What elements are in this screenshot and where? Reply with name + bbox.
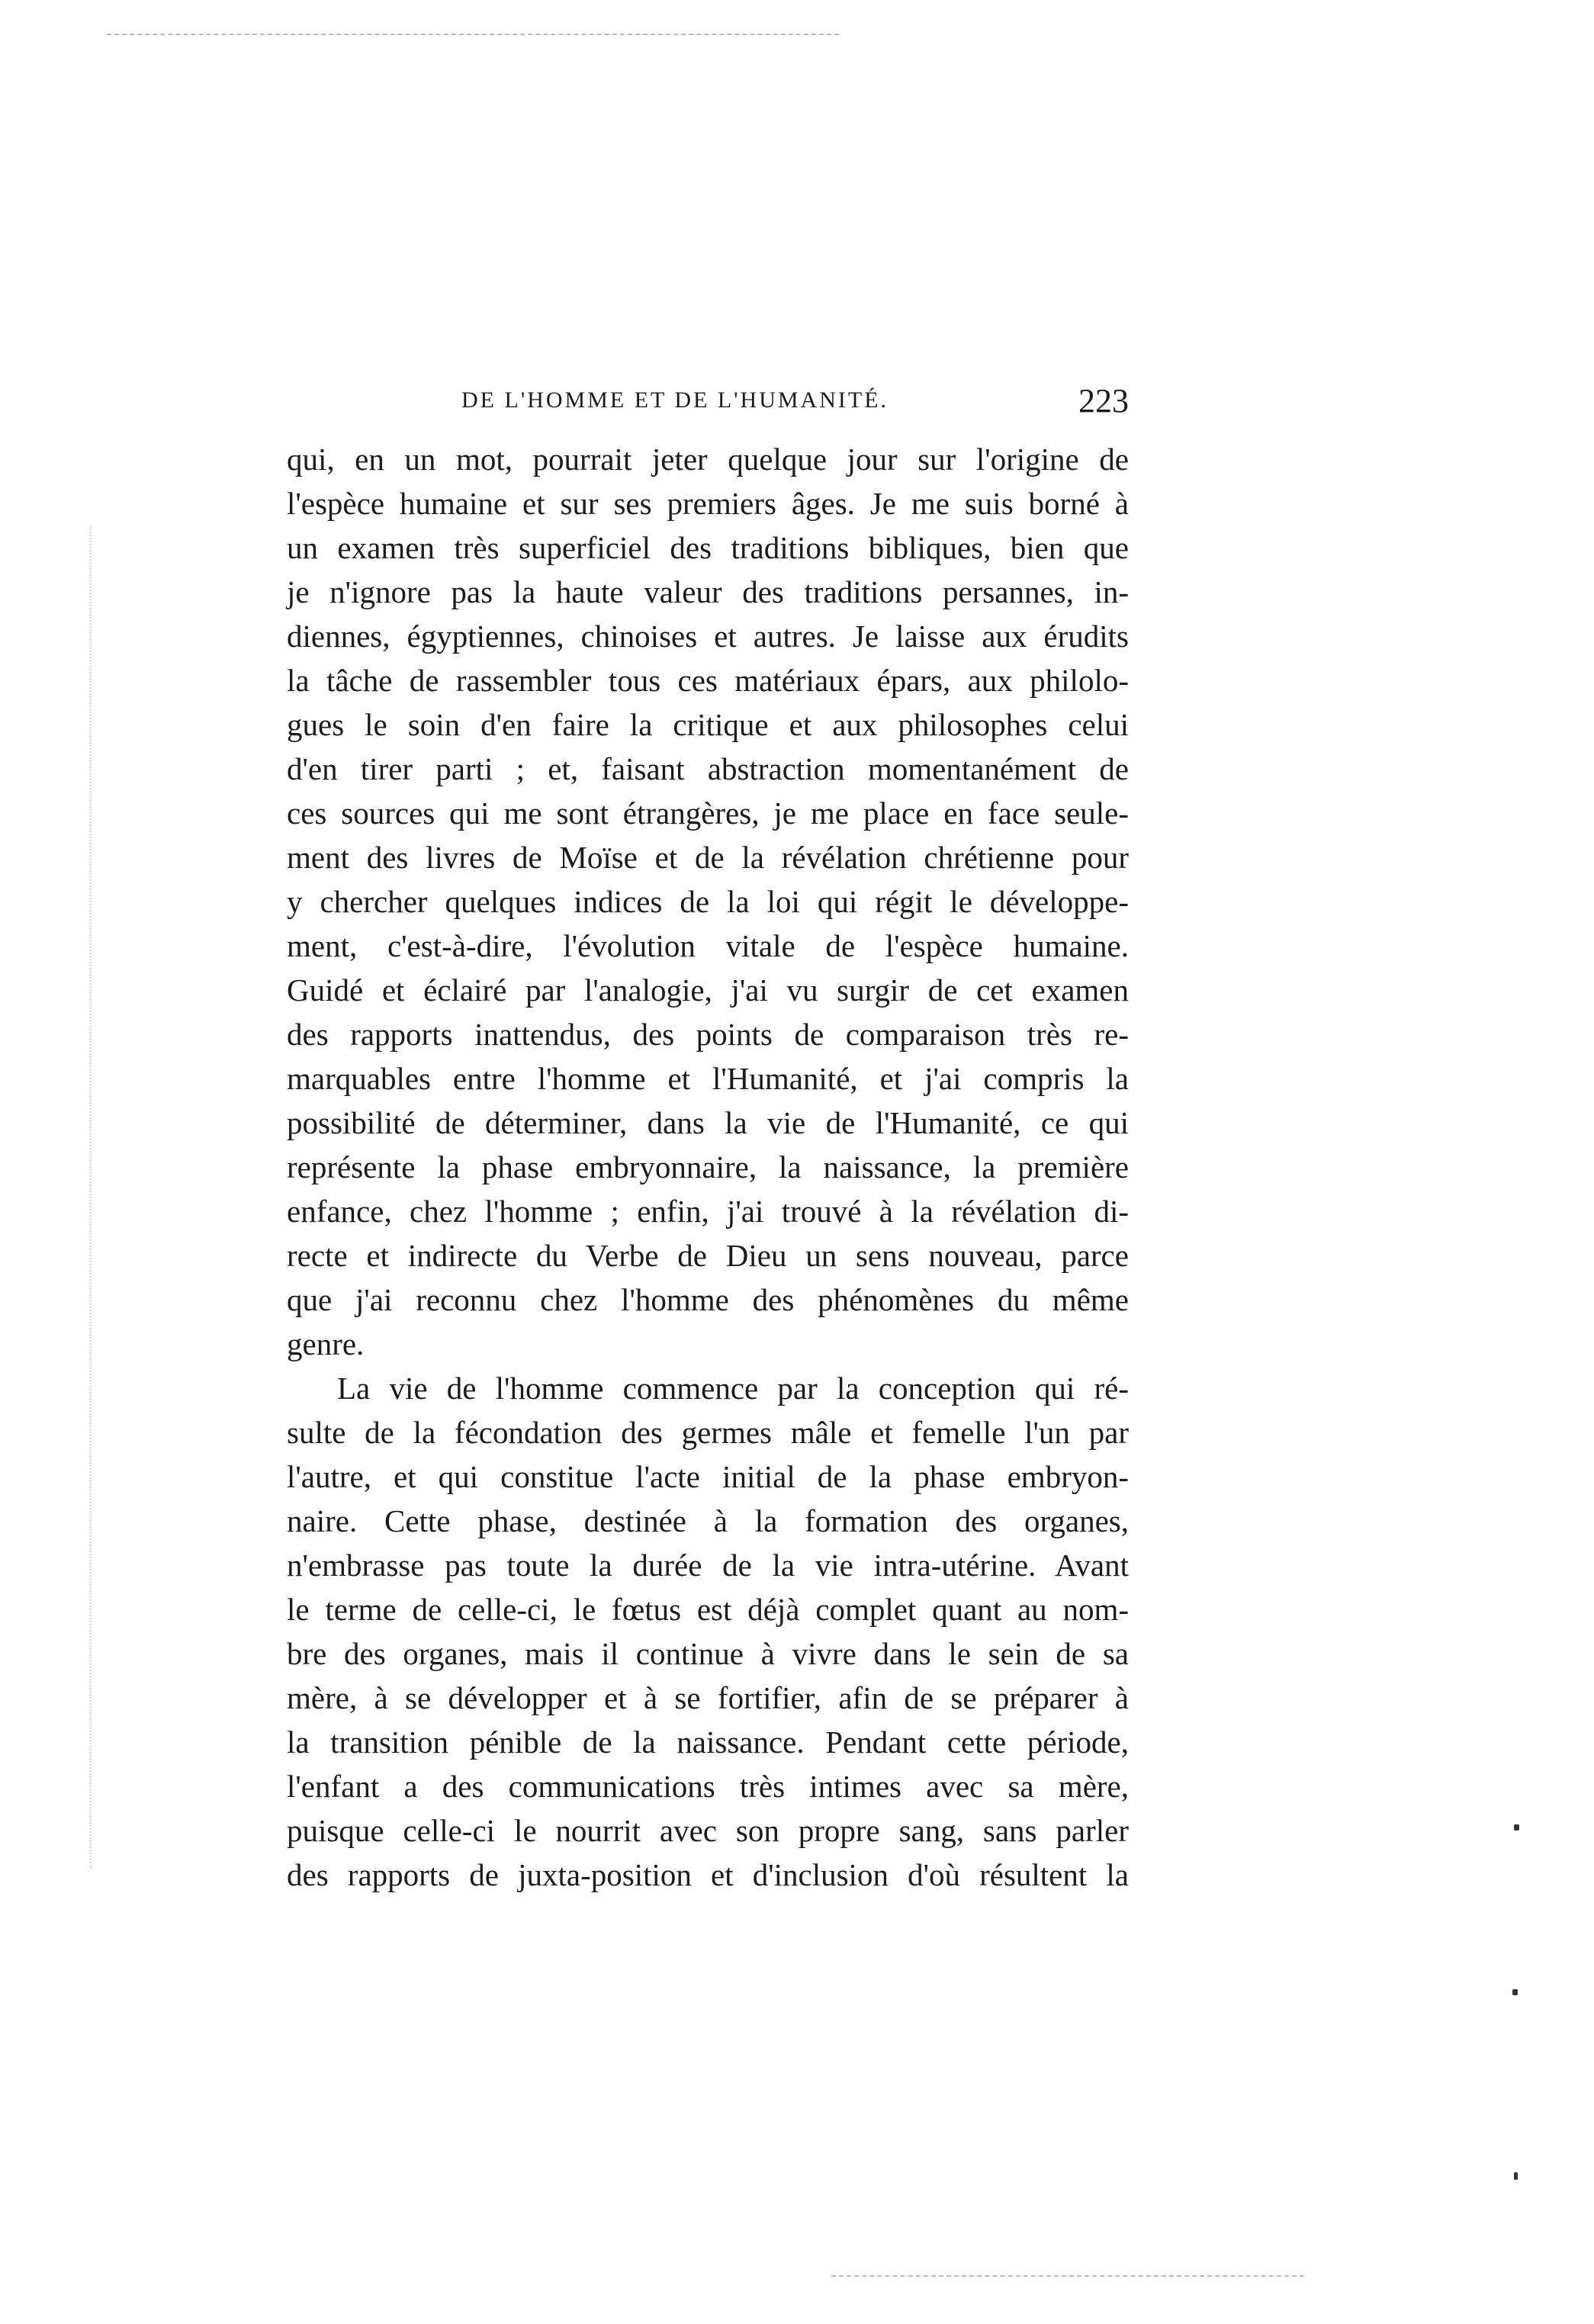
text-line: y chercher quelques indices de la loi qui régit le développe- bbox=[287, 884, 1129, 919]
scan-speck bbox=[1514, 1824, 1519, 1831]
text-line: naire. Cette phase, destinée à la formation des organes, bbox=[287, 1503, 1129, 1538]
text-line: des rapports de juxta-position et d'inclusion d'où résultent la bbox=[287, 1857, 1129, 1892]
text-line: n'embrasse pas toute la durée de la vie intra-utérine. Avant bbox=[287, 1548, 1129, 1583]
text-line: des rapports inattendus, des points de comparaison très re- bbox=[287, 1017, 1129, 1052]
text-line: genre. bbox=[287, 1326, 365, 1361]
scan-speck bbox=[1514, 2172, 1518, 2180]
text-line: diennes, égyptiennes, chinoises et autres. Je laisse aux érudits bbox=[287, 619, 1129, 654]
page-number: 223 bbox=[1078, 382, 1129, 419]
text-line: bre des organes, mais il continue à vivre dans le sein de sa bbox=[287, 1636, 1129, 1671]
text-line: représente la phase embryonnaire, la naissance, la première bbox=[287, 1149, 1129, 1185]
text-line: possibilité de déterminer, dans la vie de l'Humanité, ce qui bbox=[287, 1105, 1129, 1140]
text-line: l'enfant a des communications très intimes avec sa mère, bbox=[287, 1769, 1129, 1804]
text-line: la tâche de rassembler tous ces matériaux épars, aux philolo- bbox=[287, 663, 1129, 698]
text-line: que j'ai reconnu chez l'homme des phénomènes du même bbox=[287, 1282, 1129, 1317]
body-text bbox=[287, 437, 1129, 1897]
text-line: un examen très superficiel des traditions bibliques, bien que bbox=[287, 530, 1129, 565]
running-head-title: DE L'HOMME ET DE L'HUMANITÉ. bbox=[461, 387, 889, 413]
text-line: la transition pénible de la naissance. Pendant cette période, bbox=[287, 1725, 1129, 1760]
text-line: La vie de l'homme commence par la conception qui ré- bbox=[337, 1371, 1129, 1406]
text-line: Guidé et éclairé par l'analogie, j'ai vu surgir de cet examen bbox=[287, 972, 1129, 1008]
text-line: recte et indirecte du Verbe de Dieu un sens nouveau, parce bbox=[287, 1238, 1129, 1273]
text-line: sulte de la fécondation des germes mâle et femelle l'un par bbox=[287, 1415, 1129, 1450]
text-line: mère, à se développer et à se fortifier, afin de se préparer à bbox=[287, 1680, 1129, 1715]
text-line: marquables entre l'homme et l'Humanité, et j'ai compris la bbox=[287, 1061, 1129, 1096]
text-line: enfance, chez l'homme ; enfin, j'ai trouvé à la révélation di- bbox=[287, 1194, 1129, 1229]
running-head bbox=[290, 382, 1129, 433]
scan-edge-mark-top bbox=[107, 34, 839, 35]
text-line: ces sources qui me sont étrangères, je me place en face seule- bbox=[287, 796, 1129, 831]
paragraph-1 bbox=[287, 437, 1129, 1366]
text-line: ment, c'est-à-dire, l'évolution vitale de l'espèce humaine. bbox=[287, 928, 1129, 963]
scan-speck bbox=[1512, 1989, 1518, 1995]
text-line: le terme de celle-ci, le fœtus est déjà complet quant au nom- bbox=[287, 1592, 1129, 1627]
paragraph-2 bbox=[287, 1366, 1129, 1897]
scan-edge-dots-left bbox=[90, 526, 92, 1869]
text-line: je n'ignore pas la haute valeur des traditions persannes, in- bbox=[287, 574, 1129, 609]
text-line: ment des livres de Moïse et de la révélation chrétienne pour bbox=[287, 840, 1129, 875]
text-line: gues le soin d'en faire la critique et aux philosophes celui bbox=[287, 707, 1129, 742]
text-line: qui, en un mot, pourrait jeter quelque jour sur l'origine de bbox=[287, 442, 1129, 477]
text-line: d'en tirer parti ; et, faisant abstraction momentanément de bbox=[287, 751, 1129, 786]
scan-edge-mark-bottom bbox=[831, 2275, 1304, 2277]
text-line: l'espèce humaine et sur ses premiers âges. Je me suis borné à bbox=[287, 486, 1129, 521]
text-line: puisque celle-ci le nourrit avec son propre sang, sans parler bbox=[287, 1813, 1129, 1848]
text-line: l'autre, et qui constitue l'acte initial de la phase embryon- bbox=[287, 1459, 1129, 1494]
